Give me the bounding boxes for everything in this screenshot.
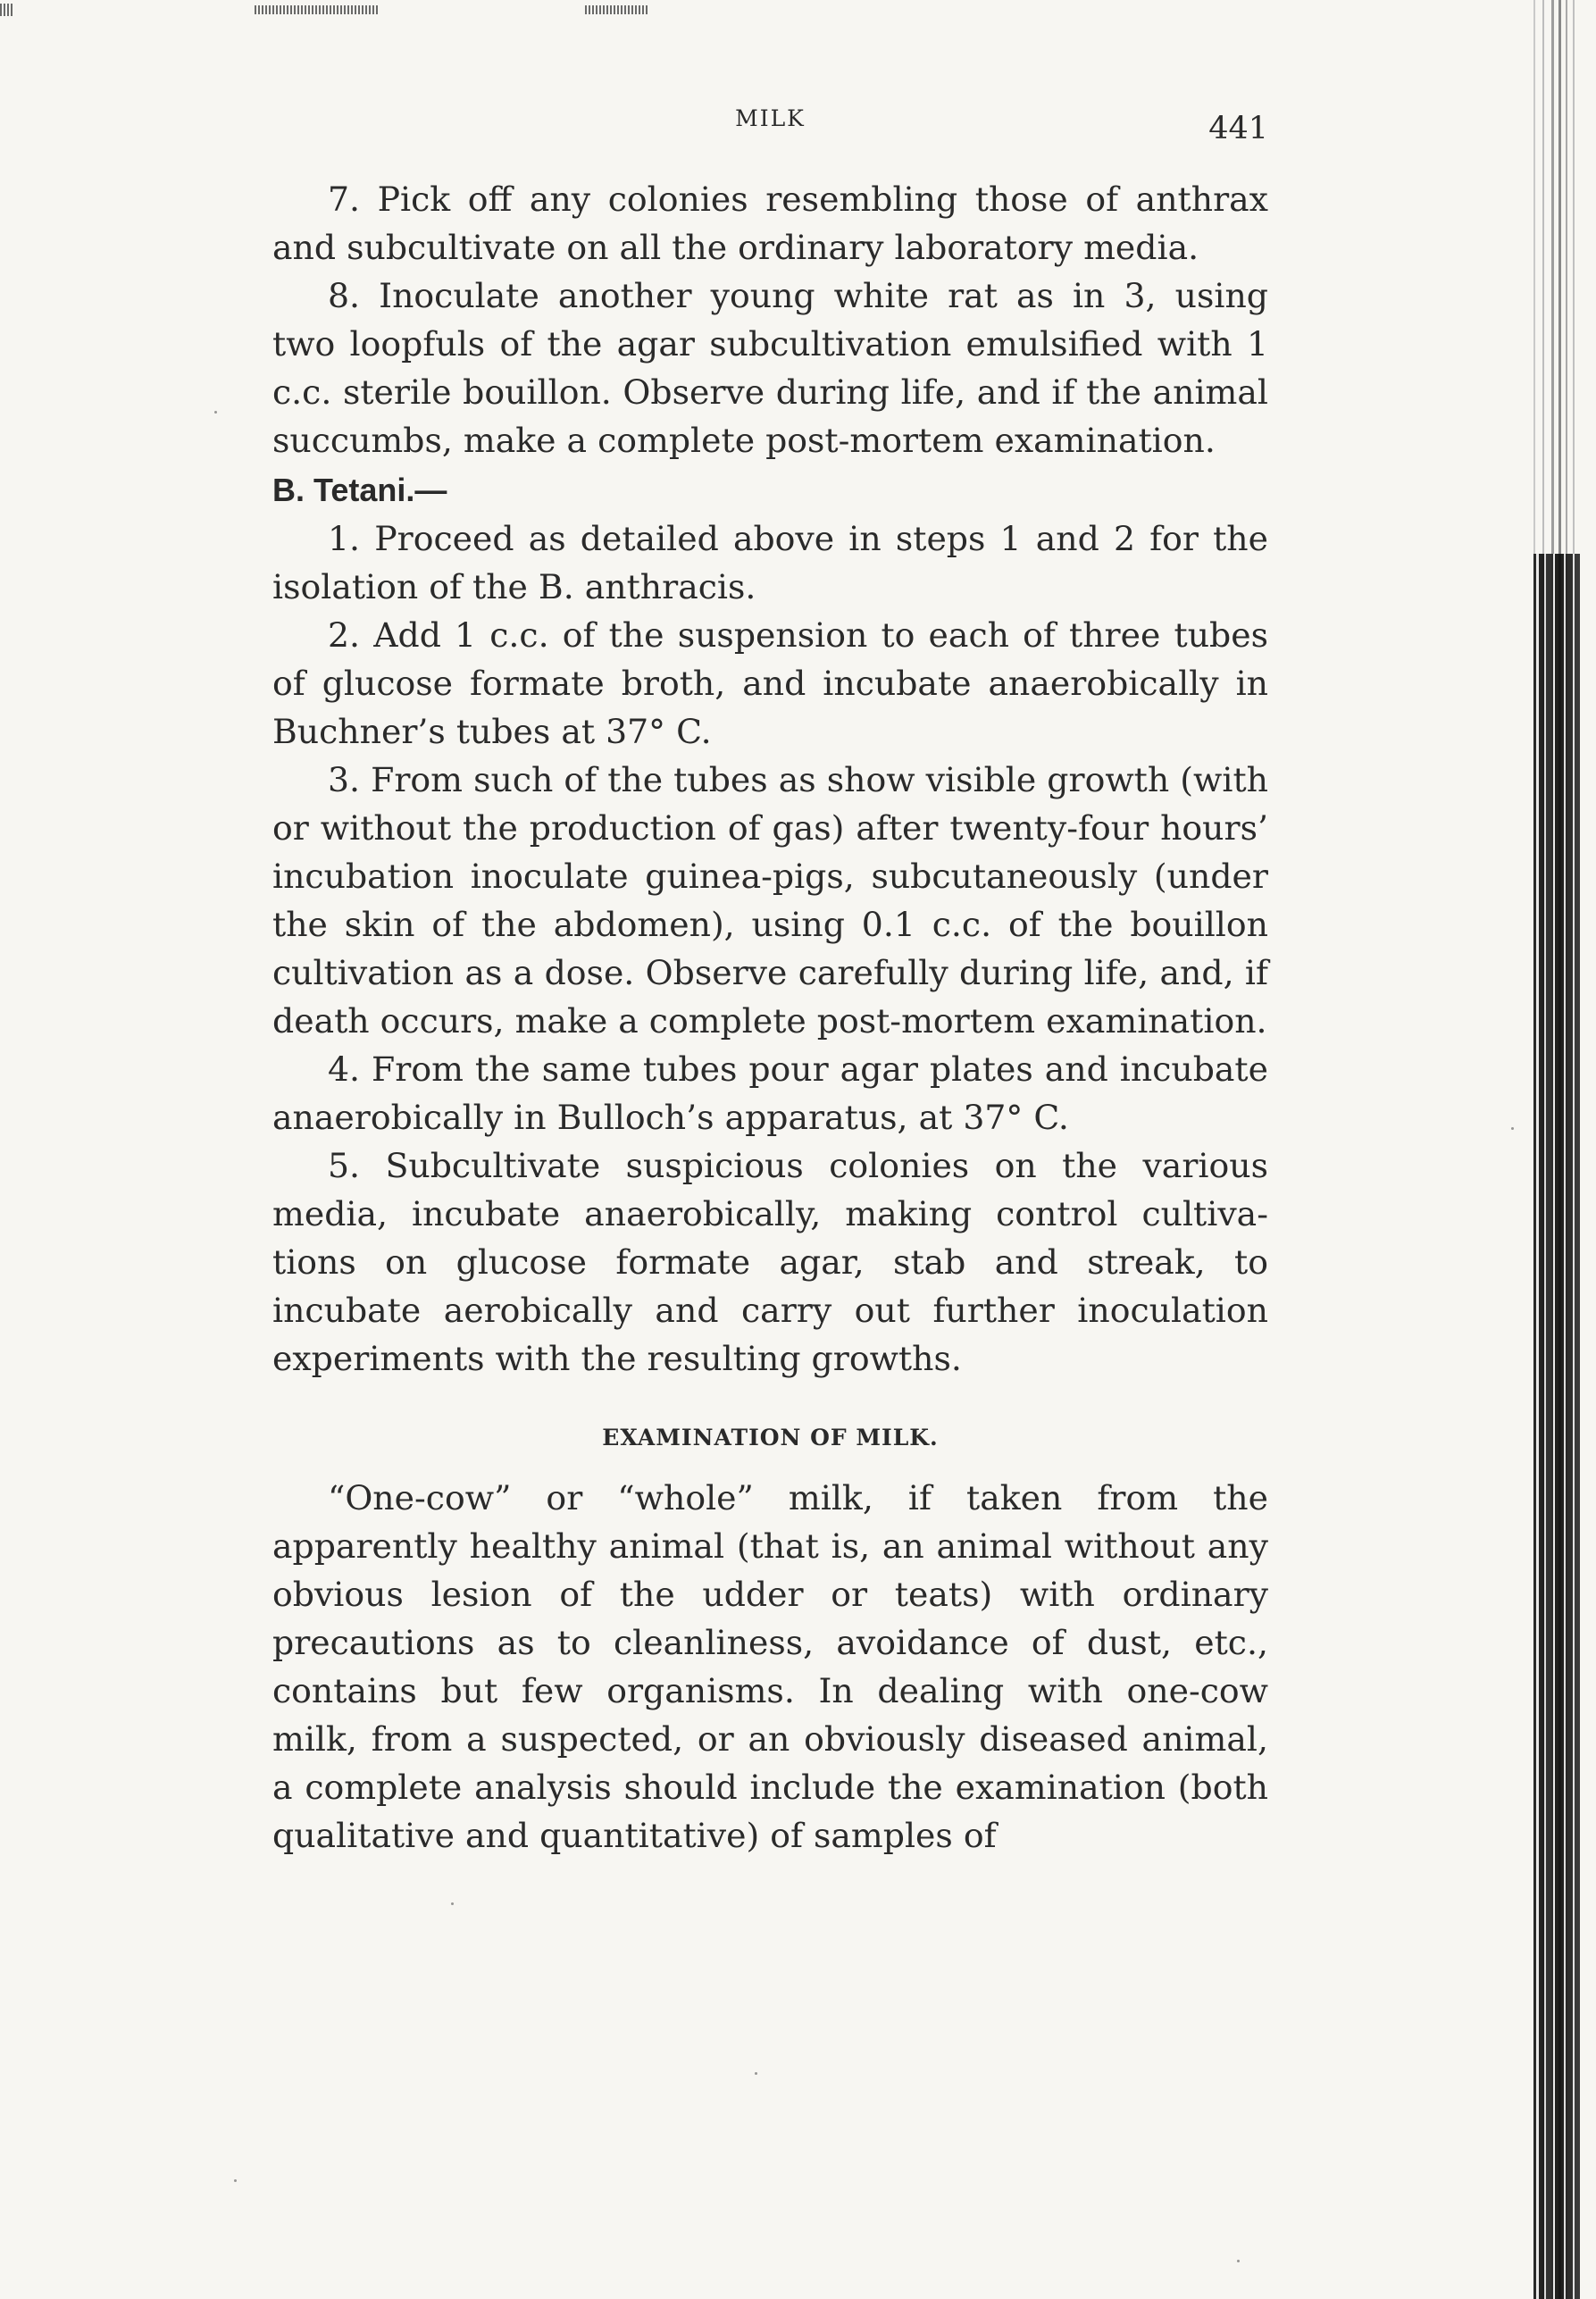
scan-artifact — [255, 5, 380, 14]
dust-speck — [214, 411, 217, 414]
section-title-examination-of-milk: EXAMINATION OF MILK. — [602, 1425, 939, 1450]
dust-speck — [755, 2072, 757, 2075]
book-page — [272, 89, 1268, 1860]
tetani-step-4: 4. From the same tubes pour agar plates and incubate anaerobically in Bulloch’s apparatus, at 37° C. — [272, 1049, 1268, 1137]
dust-speck — [234, 2179, 237, 2182]
tetani-step-3: 3. From such of the tubes as show visible growth (with or without the production of gas) after twenty-four hours’ incubation inoculate guinea-pigs, subcutaneously (under the skin of the abdomen), using 0.1 c.c. of the bouillon cultivation as a dose. Observe carefully during life, and, if death occurs, make a complete post-mortem examination. — [272, 760, 1268, 1041]
book-binding-shadow — [1533, 554, 1580, 2299]
dust-speck — [1237, 2260, 1240, 2262]
paragraph-step-7: 7. Pick off any colonies resembling those of anthrax and subcultivate on all the ordinary laboratory media. — [272, 180, 1268, 267]
tetani-step-1: 1. Proceed as detailed above in steps 1 and 2 for the isolation of the B. anthracis. — [272, 519, 1268, 606]
body-text — [272, 175, 1268, 1860]
paragraph-step-8: 8. Inoculate another young white rat as in 3, using two loopfuls of the agar subcultivation emulsified with 1 c.c. sterile bouillon. Observe during life, and if the animal succumbs, make a complete post-mortem examination. — [272, 276, 1268, 460]
scan-artifact — [0, 4, 13, 16]
running-title: MILK — [735, 105, 806, 131]
tetani-step-5: 5. Subcultivate suspicious colonies on the various media, incubate anaerobically, making control cultivations on glucose formate agar, stab and streak, to incubate aerobically and carry out further inoculation experiments with the resulting growths. — [272, 1146, 1268, 1378]
scan-artifact — [585, 5, 648, 14]
running-header — [272, 89, 1268, 146]
page-number: 441 — [1208, 111, 1268, 146]
tetani-heading: B. Tetani.— — [272, 472, 447, 508]
dust-speck — [1511, 1127, 1514, 1130]
dust-speck — [451, 1902, 454, 1905]
tetani-step-2: 2. Add 1 c.c. of the suspension to each of three tubes of glucose formate broth, and incubate anaerobically in Buchner’s tubes at 37° C. — [272, 615, 1268, 751]
milk-paragraph: “One-cow” or “whole” milk, if taken from the apparently healthy animal (that is, an animal without any obvious lesion of the udder or teats) with ordinary precautions as to cleanliness, avoidance of dust, etc., contains but few organisms. In dealing with one-cow milk, from a suspected, or an obviously diseased animal, a complete analysis should include the examination (both qualitative and quantitative) of samples of — [272, 1478, 1268, 1855]
